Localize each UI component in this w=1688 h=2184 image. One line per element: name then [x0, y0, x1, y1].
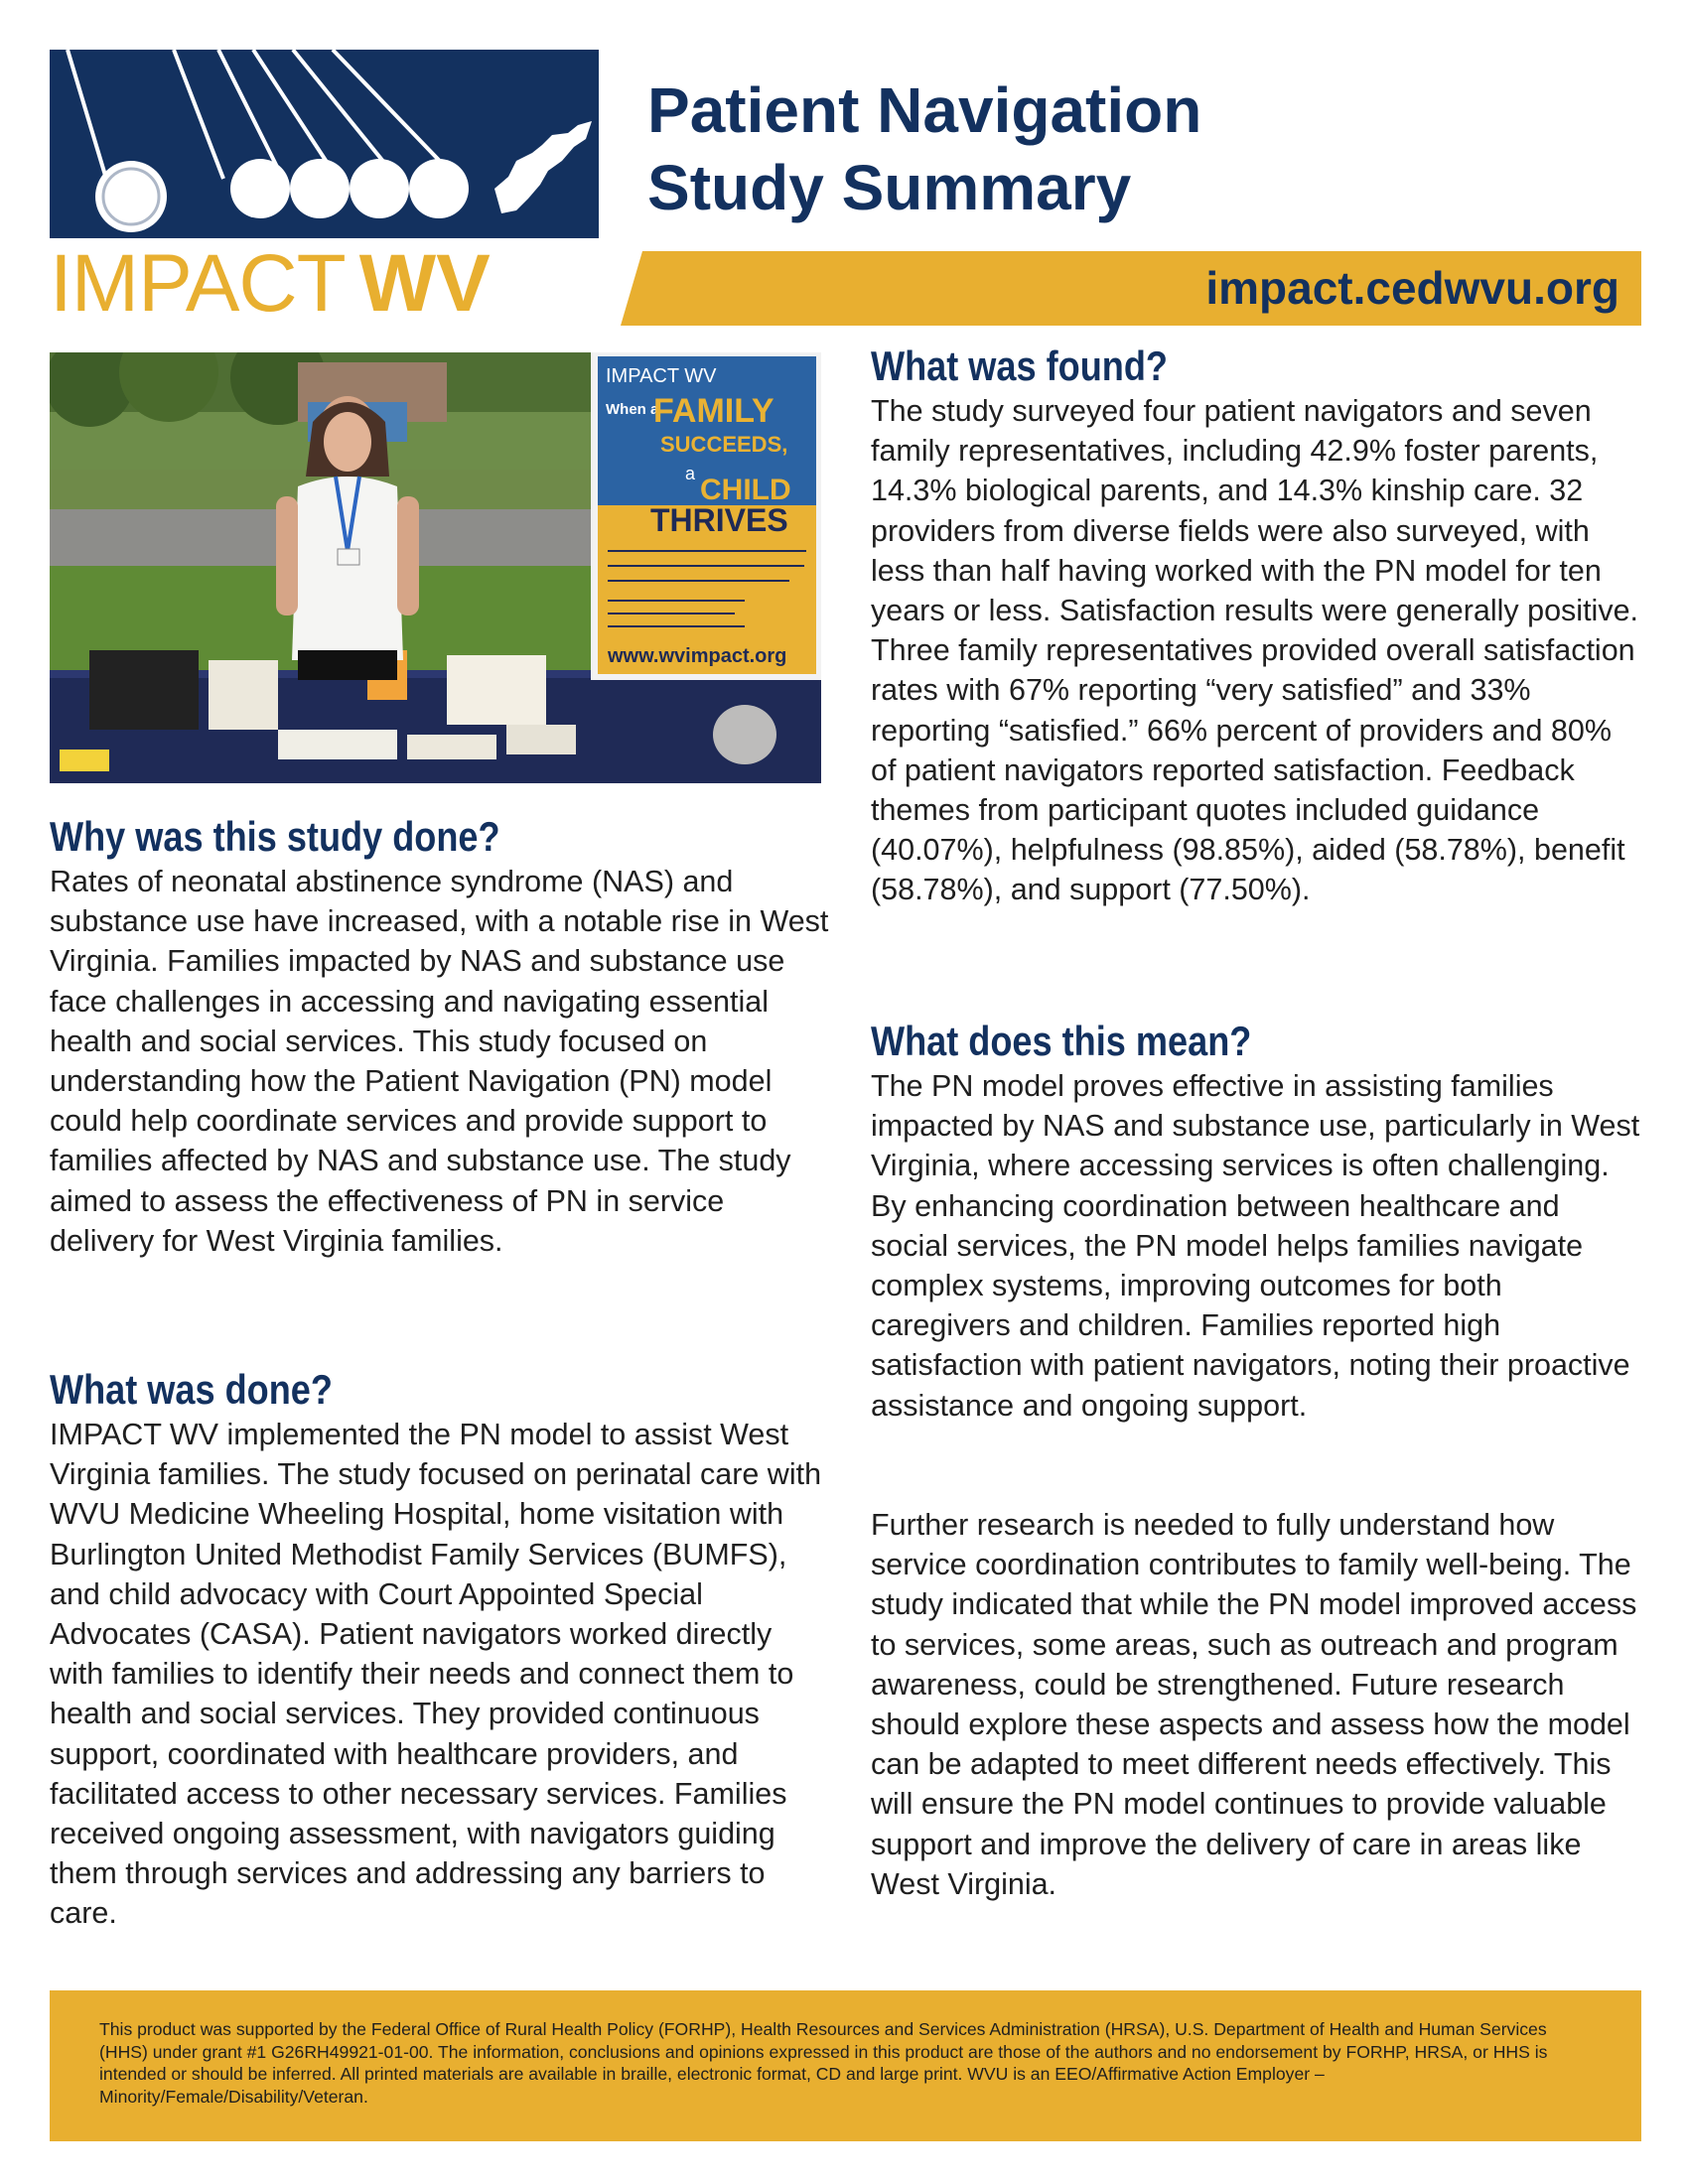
banner-child: CHILD	[700, 474, 791, 506]
event-photo	[50, 352, 821, 783]
banner-logo: IMPACT WV	[606, 365, 717, 387]
banner-thrives: THRIVES	[650, 502, 788, 538]
heading-what-mean: What does this mean?	[871, 1018, 1252, 1064]
banner-when: When a	[606, 401, 659, 418]
logo-graphic	[50, 50, 599, 238]
heading-what-found: What was found?	[871, 342, 1168, 389]
heading-what-done: What was done?	[50, 1366, 333, 1413]
page-title-line2: Study Summary	[647, 152, 1132, 223]
banner-a: a	[685, 464, 696, 483]
banner-family: FAMILY	[653, 392, 774, 430]
heading-why-study: Why was this study done?	[50, 813, 500, 860]
page-title	[647, 71, 1640, 226]
website-url[interactable]: impact.cedwvu.org	[1205, 262, 1619, 314]
body-further-research: Further research is needed to fully understand how service coordination contributes to family well-being. The study indicated that while the PN model improved access to services, some areas, such as outreach and program awareness, could be strengthened. Future research should explore these aspects and assess how the model can be adapted to meet different needs effectively. This will ensure the PN model continues to provide valuable support and improve the delivery of care in areas like West Virginia.	[871, 1508, 1637, 1901]
body-what-mean: The PN model proves effective in assisting families impacted by NAS and substance use, particularly in West Virginia, where accessing services is often challenging. By enhancing coordination between healthcare and social services, the PN model helps families navigate complex systems, improving outcomes for both caregivers and children. Families reported high satisfaction with patient navigators, noting their proactive assistance and ongoing support.	[871, 1069, 1640, 1423]
url-banner	[621, 251, 1641, 326]
banner-url: www.wvimpact.org	[608, 645, 787, 667]
body-why-study: Rates of neonatal abstinence syndrome (NAS) and substance use have increased, with a notable rise in West Virginia. Families impacted by NAS and substance use face challenges in accessing and navigating essential health and social services. This study focused on understanding how the Patient Navigation (PN) model could help coordinate services and provide support to families affected by NAS and substance use. The study aimed to assess the effectiveness of PN in service delivery for West Virginia families.	[50, 865, 829, 1258]
body-what-found: The study surveyed four patient navigators and seven family representatives, including 42.9% foster parents, 14.3% biological parents, and 14.3% kinship care. 32 providers from diverse fields were also surveyed, with less than half having worked with the PN model for ten years or less. Satisfaction results were generally positive. Three family representatives provided overall satisfaction rates with 67% reporting “very satisfied” and 33% reporting “satisfied.” 66% percent of providers and 80% of patient navigators reported satisfaction. Feedback themes from participant quotes included guidance (40.07%), helpfulness (98.85%), aided (58.78%), benefit (58.78%), and support (77.50%).	[871, 394, 1638, 907]
logo-word-impact: IMPACT	[50, 238, 346, 329]
banner-succeeds: SUCCEEDS,	[660, 432, 788, 457]
logo-word-wv: WV	[358, 238, 491, 329]
body-what-done: IMPACT WV implemented the PN model to assist West Virginia families. The study focused on perinatal care with WVU Medicine Wheeling Hospital, home visitation with Burlington United Methodist Family Services (BUMFS), and child advocacy with Court Appointed Special Advocates (CASA). Patient navigators worked directly with families to identify their needs and connect them to health and social services. They provided continuous support, coordinated with healthcare providers, and facilitated access to other necessary services. Families received ongoing assessment, with navigators guiding them through services and addressing any barriers to care.	[50, 1418, 822, 1931]
page-title-line1: Patient Navigation	[647, 74, 1202, 146]
funding-footer	[50, 1990, 1641, 2141]
funding-disclaimer: This product was supported by the Federal Office of Rural Health Policy (FORHP), Health Resources and Services Administration (HRSA), U.S. Department of Health and Human Services (HHS) under grant #1 G26RH49921-01-00. The information, conclusions and opinions expressed in this product are those of the authors and no endorsement by FORHP, HRSA, or HHS is intended or should be inferred. All printed materials are available in braille, electronic format, CD and large print. WVU is an EEO/Affirmative Action Employer – Minority/Female/Disability/Veteran.	[99, 2019, 1548, 2107]
logo-wordmark	[50, 238, 606, 329]
